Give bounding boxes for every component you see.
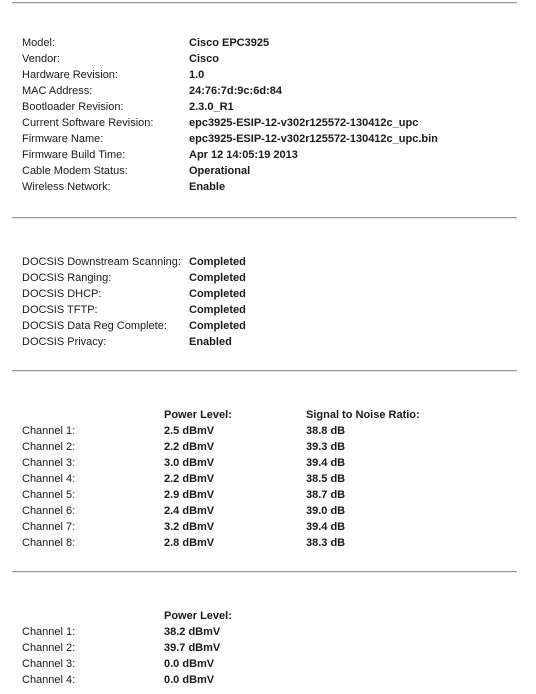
downstream-channel-table <box>22 407 492 551</box>
table-row <box>22 439 492 455</box>
field-label: Firmware Build Time: <box>22 149 126 161</box>
power-level-value: 3.2 dBmV <box>164 521 215 533</box>
device-info-row <box>22 83 492 99</box>
power-level-value: 2.4 dBmV <box>164 505 215 517</box>
power-level-value: 38.2 dBmV <box>164 626 221 638</box>
channel-label: Channel 4: <box>22 473 76 485</box>
docsis-status-row <box>22 254 492 270</box>
field-value: Enabled <box>189 336 232 348</box>
device-info-row <box>22 179 492 195</box>
field-value: Apr 12 14:05:19 2013 <box>189 149 298 161</box>
power-level-value: 2.5 dBmV <box>164 425 215 437</box>
power-level-value: 0.0 dBmV <box>164 674 215 686</box>
field-label: Wireless Network: <box>22 181 111 193</box>
channel-label: Channel 3: <box>22 658 76 670</box>
snr-value: 38.5 dB <box>306 473 346 485</box>
snr-header: Signal to Noise Ratio: <box>306 409 420 421</box>
device-info-row <box>22 99 492 115</box>
field-label: Hardware Revision: <box>22 69 118 81</box>
power-level-header: Power Level: <box>164 610 232 622</box>
table-row <box>22 624 492 640</box>
docsis-status-section <box>22 254 492 350</box>
section-divider <box>12 217 517 219</box>
field-label: DOCSIS Privacy: <box>22 336 107 348</box>
table-header <box>22 407 492 423</box>
field-value: epc3925-ESIP-12-v302r125572-130412c_upc.bin <box>189 133 438 145</box>
section-divider <box>12 370 517 372</box>
device-info-row <box>22 67 492 83</box>
docsis-status-row <box>22 302 492 318</box>
channel-label: Channel 6: <box>22 505 76 517</box>
field-label: Model: <box>22 37 56 49</box>
channel-label: Channel 4: <box>22 674 76 686</box>
field-value: Completed <box>189 288 246 300</box>
channel-label: Channel 8: <box>22 537 76 549</box>
table-row <box>22 471 492 487</box>
field-label: DOCSIS Downstream Scanning: <box>22 256 181 268</box>
power-level-value: 2.8 dBmV <box>164 537 215 549</box>
section-divider <box>12 571 517 573</box>
table-row <box>22 519 492 535</box>
power-level-value: 0.0 dBmV <box>164 658 215 670</box>
field-label: DOCSIS Data Reg Complete: <box>22 320 167 332</box>
channel-label: Channel 7: <box>22 521 76 533</box>
channel-label: Channel 1: <box>22 626 76 638</box>
field-value: Cisco EPC3925 <box>189 37 270 49</box>
power-level-value: 2.2 dBmV <box>164 473 215 485</box>
device-info-row <box>22 51 492 67</box>
snr-value: 38.7 dB <box>306 489 346 501</box>
channel-label: Channel 5: <box>22 489 76 501</box>
table-row <box>22 503 492 519</box>
power-level-header: Power Level: <box>164 409 232 421</box>
docsis-status-row <box>22 334 492 350</box>
field-value: Cisco <box>189 53 219 65</box>
field-value: Operational <box>189 165 251 177</box>
snr-value: 39.4 dB <box>306 521 346 533</box>
field-label: MAC Address: <box>22 85 93 97</box>
channel-label: Channel 2: <box>22 441 76 453</box>
snr-value: 39.0 dB <box>306 505 346 517</box>
field-label: DOCSIS TFTP: <box>22 304 98 316</box>
channel-label: Channel 3: <box>22 457 76 469</box>
snr-value: 39.3 dB <box>306 441 346 453</box>
table-row <box>22 455 492 471</box>
channel-label: Channel 1: <box>22 425 76 437</box>
table-row <box>22 423 492 439</box>
field-value: Completed <box>189 304 246 316</box>
device-info-row <box>22 163 492 179</box>
power-level-value: 2.2 dBmV <box>164 441 215 453</box>
docsis-status-row <box>22 318 492 334</box>
field-value: 2.3.0_R1 <box>189 101 234 113</box>
field-label: DOCSIS DHCP: <box>22 288 102 300</box>
snr-value: 38.8 dB <box>306 425 346 437</box>
docsis-status-row <box>22 270 492 286</box>
field-label: Vendor: <box>22 53 60 65</box>
device-info-row <box>22 35 492 51</box>
field-value: Completed <box>189 320 246 332</box>
field-value: Enable <box>189 181 226 193</box>
field-value: Completed <box>189 256 246 268</box>
upstream-channel-table <box>22 608 492 688</box>
field-value: Completed <box>189 272 246 284</box>
table-row <box>22 487 492 503</box>
field-value: 1.0 <box>189 69 205 81</box>
table-row <box>22 535 492 551</box>
device-info-section <box>22 35 492 195</box>
power-level-value: 39.7 dBmV <box>164 642 221 654</box>
table-header <box>22 608 492 624</box>
table-row <box>22 656 492 672</box>
field-label: Bootloader Revision: <box>22 101 124 113</box>
field-value: epc3925-ESIP-12-v302r125572-130412c_upc <box>189 117 419 129</box>
docsis-status-row <box>22 286 492 302</box>
snr-value: 39.4 dB <box>306 457 346 469</box>
channel-label: Channel 2: <box>22 642 76 654</box>
device-info-row <box>22 115 492 131</box>
device-info-row <box>22 131 492 147</box>
field-value: 24:76:7d:9c:6d:84 <box>189 85 282 97</box>
field-label: Cable Modem Status: <box>22 165 128 177</box>
field-label: Current Software Revision: <box>22 117 154 129</box>
device-info-row <box>22 147 492 163</box>
snr-value: 38.3 dB <box>306 537 346 549</box>
field-label: DOCSIS Ranging: <box>22 272 112 284</box>
power-level-value: 3.0 dBmV <box>164 457 215 469</box>
table-row <box>22 640 492 656</box>
field-label: Firmware Name: <box>22 133 104 145</box>
section-divider-top <box>12 2 517 4</box>
table-row <box>22 672 492 688</box>
power-level-value: 2.9 dBmV <box>164 489 215 501</box>
